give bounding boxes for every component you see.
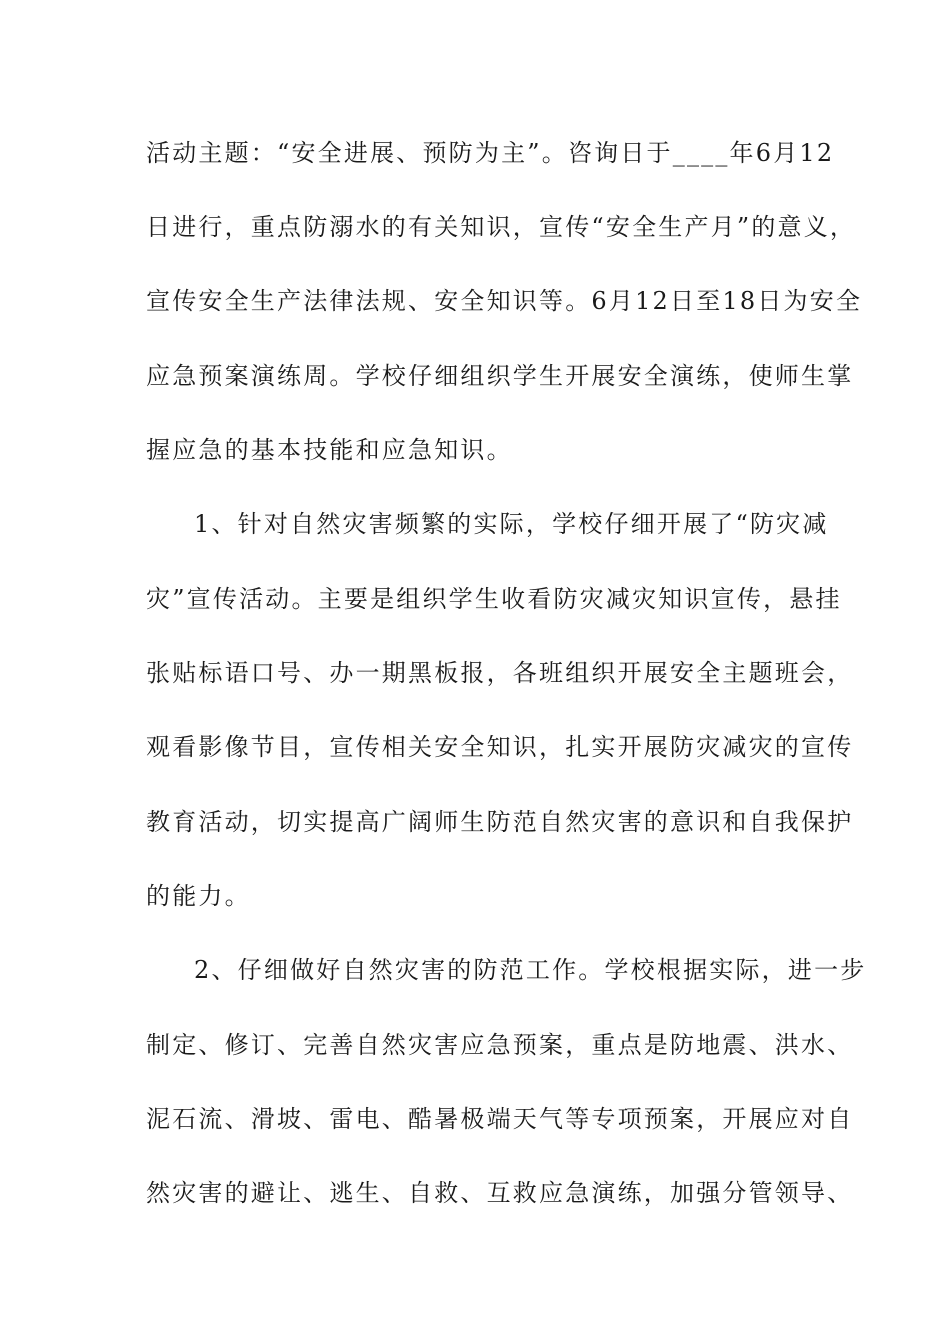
paragraph-1-start: 1、针对自然灾害频繁的实际，学校仔细开展了“防灾减 — [194, 510, 829, 538]
text-line: 教育活动，切实提高广阔师生防范自然灾害的意识和自我保护 — [146, 808, 854, 836]
text-line: 活动主题：“安全进展、预防为主”。咨询日于____年6月12 — [146, 139, 835, 167]
text-line: 观看影像节目，宣传相关安全知识，扎实开展防灾减灾的宣传 — [146, 733, 854, 761]
text-line: 的能力。 — [146, 882, 251, 910]
text-line: 宣传安全生产法律法规、安全知识等。6月12日至18日为安全 — [146, 287, 863, 315]
text-line: 灾”宣传活动。主要是组织学生收看防灾减灾知识宣传，悬挂 — [146, 585, 842, 613]
text-line: 握应急的基本技能和应急知识。 — [146, 436, 513, 464]
text-line: 泥石流、滑坡、雷电、酷暑极端天气等专项预案，开展应对自 — [146, 1105, 854, 1133]
text-line: 然灾害的避让、逃生、自救、互救应急演练，加强分管领导、 — [146, 1179, 854, 1207]
text-line: 张贴标语口号、办一期黑板报，各班组织开展安全主题班会， — [146, 659, 854, 687]
text-line: 应急预案演练周。学校仔细组织学生开展安全演练，使师生掌 — [146, 362, 854, 390]
paragraph-2-start: 2、仔细做好自然灾害的防范工作。学校根据实际，进一步 — [194, 956, 867, 984]
text-line: 制定、修订、完善自然灾害应急预案，重点是防地震、洪水、 — [146, 1031, 854, 1059]
text-line: 日进行，重点防溺水的有关知识，宣传“安全生产月”的意义， — [146, 213, 857, 241]
